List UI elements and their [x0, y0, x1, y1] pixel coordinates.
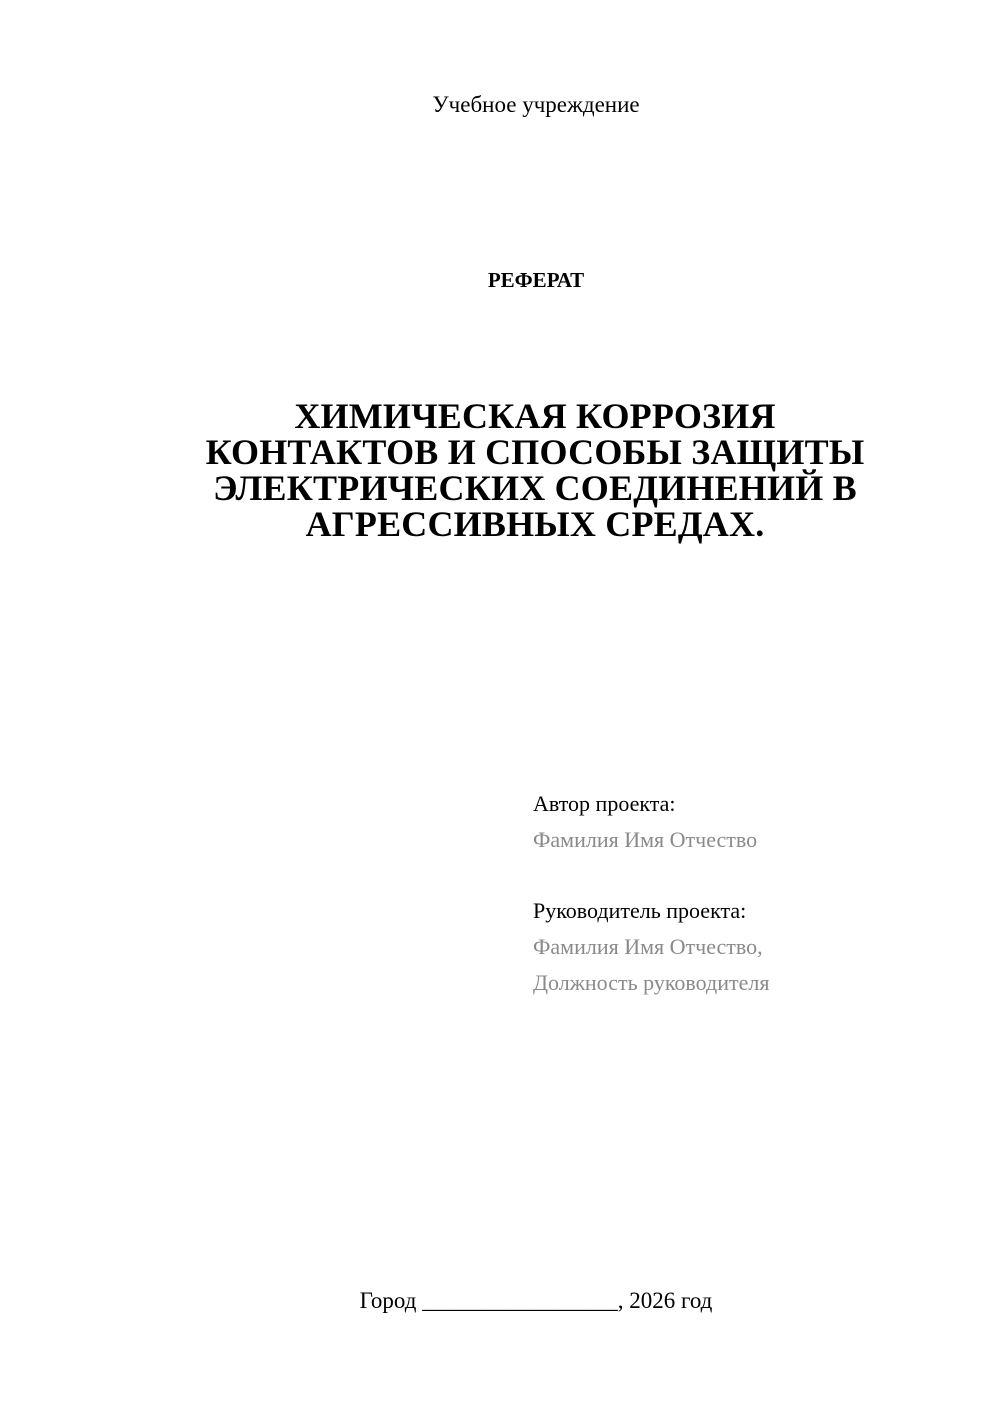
title-line: АГРЕССИВНЫХ СРЕДАХ. — [305, 504, 765, 544]
document-type: РЕФЕРАТ — [487, 268, 585, 292]
author-block — [533, 786, 757, 858]
supervisor-name: Фамилия Имя Отчество, — [533, 934, 763, 959]
title-line: КОНТАКТОВ И СПОСОБЫ ЗАЩИТЫ — [205, 432, 865, 472]
author-name: Фамилия Имя Отчество — [533, 827, 758, 852]
institution-name: Учебное учреждение — [432, 92, 640, 117]
title-line: ХИМИЧЕСКАЯ КОРРОЗИЯ — [294, 396, 776, 436]
supervisor-position: Должность руководителя — [533, 970, 770, 995]
title-line: ЭЛЕКТРИЧЕСКИХ СОЕДИНЕНИЙ В — [213, 468, 857, 508]
supervisor-block — [533, 893, 769, 1001]
supervisor-label: Руководитель проекта: — [533, 898, 747, 923]
document-title — [170, 398, 900, 542]
city-year-line: Город _________________, 2026 год — [359, 1288, 713, 1313]
author-label: Автор проекта: — [533, 791, 676, 816]
